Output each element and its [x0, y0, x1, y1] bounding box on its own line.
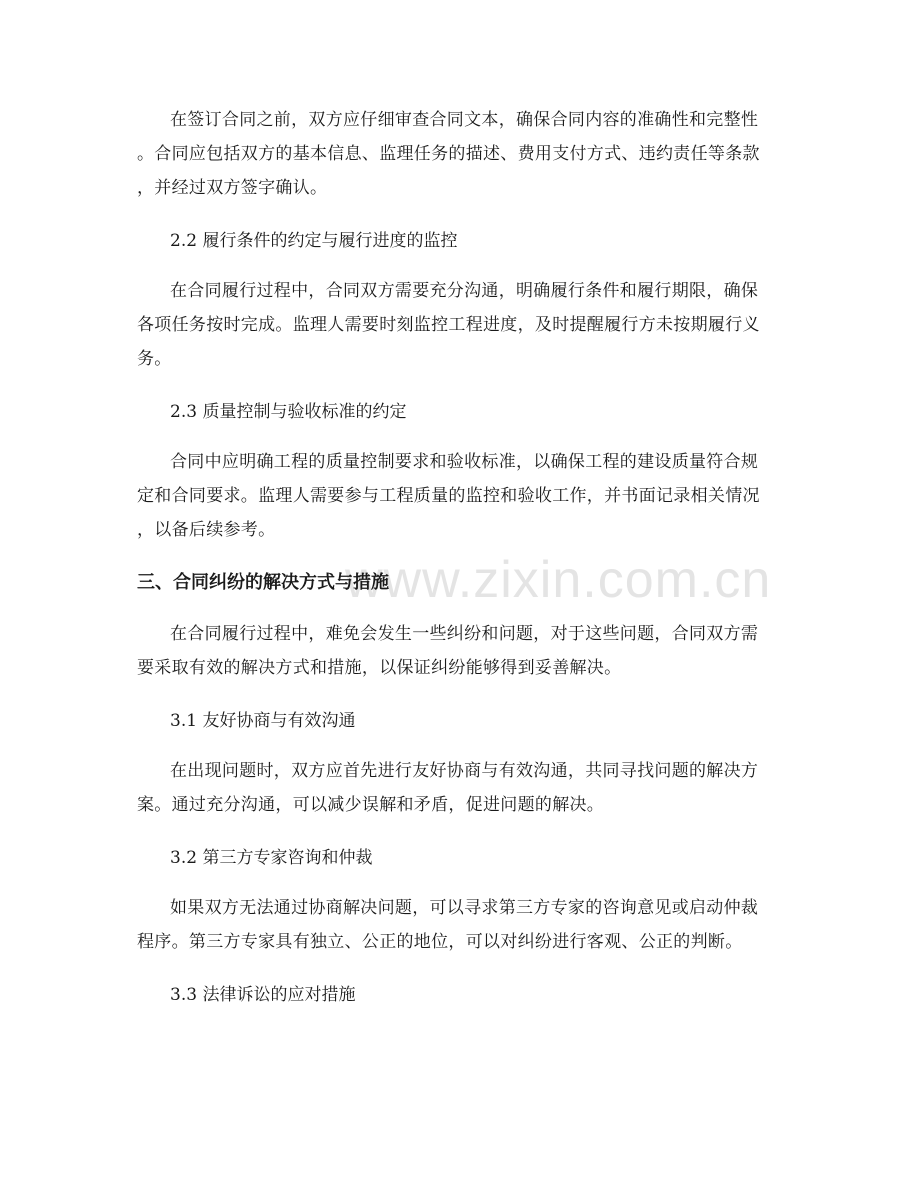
paragraph-line: 在出现问题时，双方应首先进行友好协商与有效沟通，共同寻找问题的解决方 [170, 761, 759, 781]
paragraph-performance-monitoring [137, 274, 785, 376]
paragraph-line: 在合同履行过程中，合同双方需要充分沟通，明确履行条件和履行期限，确保 [170, 281, 759, 301]
paragraph-line: 务。 [137, 349, 172, 369]
paragraph-negotiation [137, 754, 785, 822]
subheading-2-2: 2.2 履行条件的约定与履行进度的监控 [170, 231, 458, 251]
paragraph-line: 定和合同要求。监理人需要参与工程质量的监控和验收工作，并书面记录相关情况 [137, 486, 760, 506]
paragraph-line: ，以备后续参考。 [137, 520, 276, 540]
subheading-3-2: 3.2 第三方专家咨询和仲裁 [170, 848, 373, 868]
subheading-3-1: 3.1 友好协商与有效沟通 [170, 711, 356, 731]
paragraph-line: 要采取有效的解决方式和措施，以保证纠纷能够得到妥善解决。 [137, 658, 622, 678]
paragraph-line: 如果双方无法通过协商解决问题，可以寻求第三方专家的咨询意见或启动仲裁 [170, 898, 759, 918]
paragraph-line: 在合同履行过程中，难免会发生一些纠纷和问题，对于这些问题，合同双方需 [170, 624, 759, 644]
paragraph-dispute-intro [137, 617, 785, 685]
section-heading-3: 三、合同纠纷的解决方式与措施 [137, 572, 389, 593]
paragraph-line: 案。通过充分沟通，可以减少误解和矛盾，促进问题的解决。 [137, 795, 605, 815]
paragraph-quality-control [137, 445, 785, 547]
paragraph-contract-review [137, 103, 785, 205]
paragraph-line: 合同中应明确工程的质量控制要求和验收标准，以确保工程的建设质量符合规 [170, 452, 759, 472]
subheading-3-3: 3.3 法律诉讼的应对措施 [170, 985, 356, 1005]
paragraph-line: ，并经过双方签字确认。 [137, 178, 328, 198]
paragraph-line: 各项任务按时完成。监理人需要时刻监控工程进度，及时提醒履行方未按期履行义 [137, 315, 760, 335]
paragraph-line: 在签订合同之前，双方应仔细审查合同文本，确保合同内容的准确性和完整性 [170, 110, 759, 130]
watermark: www.zixin.com.cn [345, 551, 772, 609]
subheading-2-3: 2.3 质量控制与验收标准的约定 [170, 402, 407, 422]
paragraph-line: 程序。第三方专家具有独立、公正的地位，可以对纠纷进行客观、公正的判断。 [137, 932, 743, 952]
paragraph-arbitration [137, 891, 785, 959]
paragraph-line: 。合同应包括双方的基本信息、监理任务的描述、费用支付方式、违约责任等条款 [137, 144, 760, 164]
